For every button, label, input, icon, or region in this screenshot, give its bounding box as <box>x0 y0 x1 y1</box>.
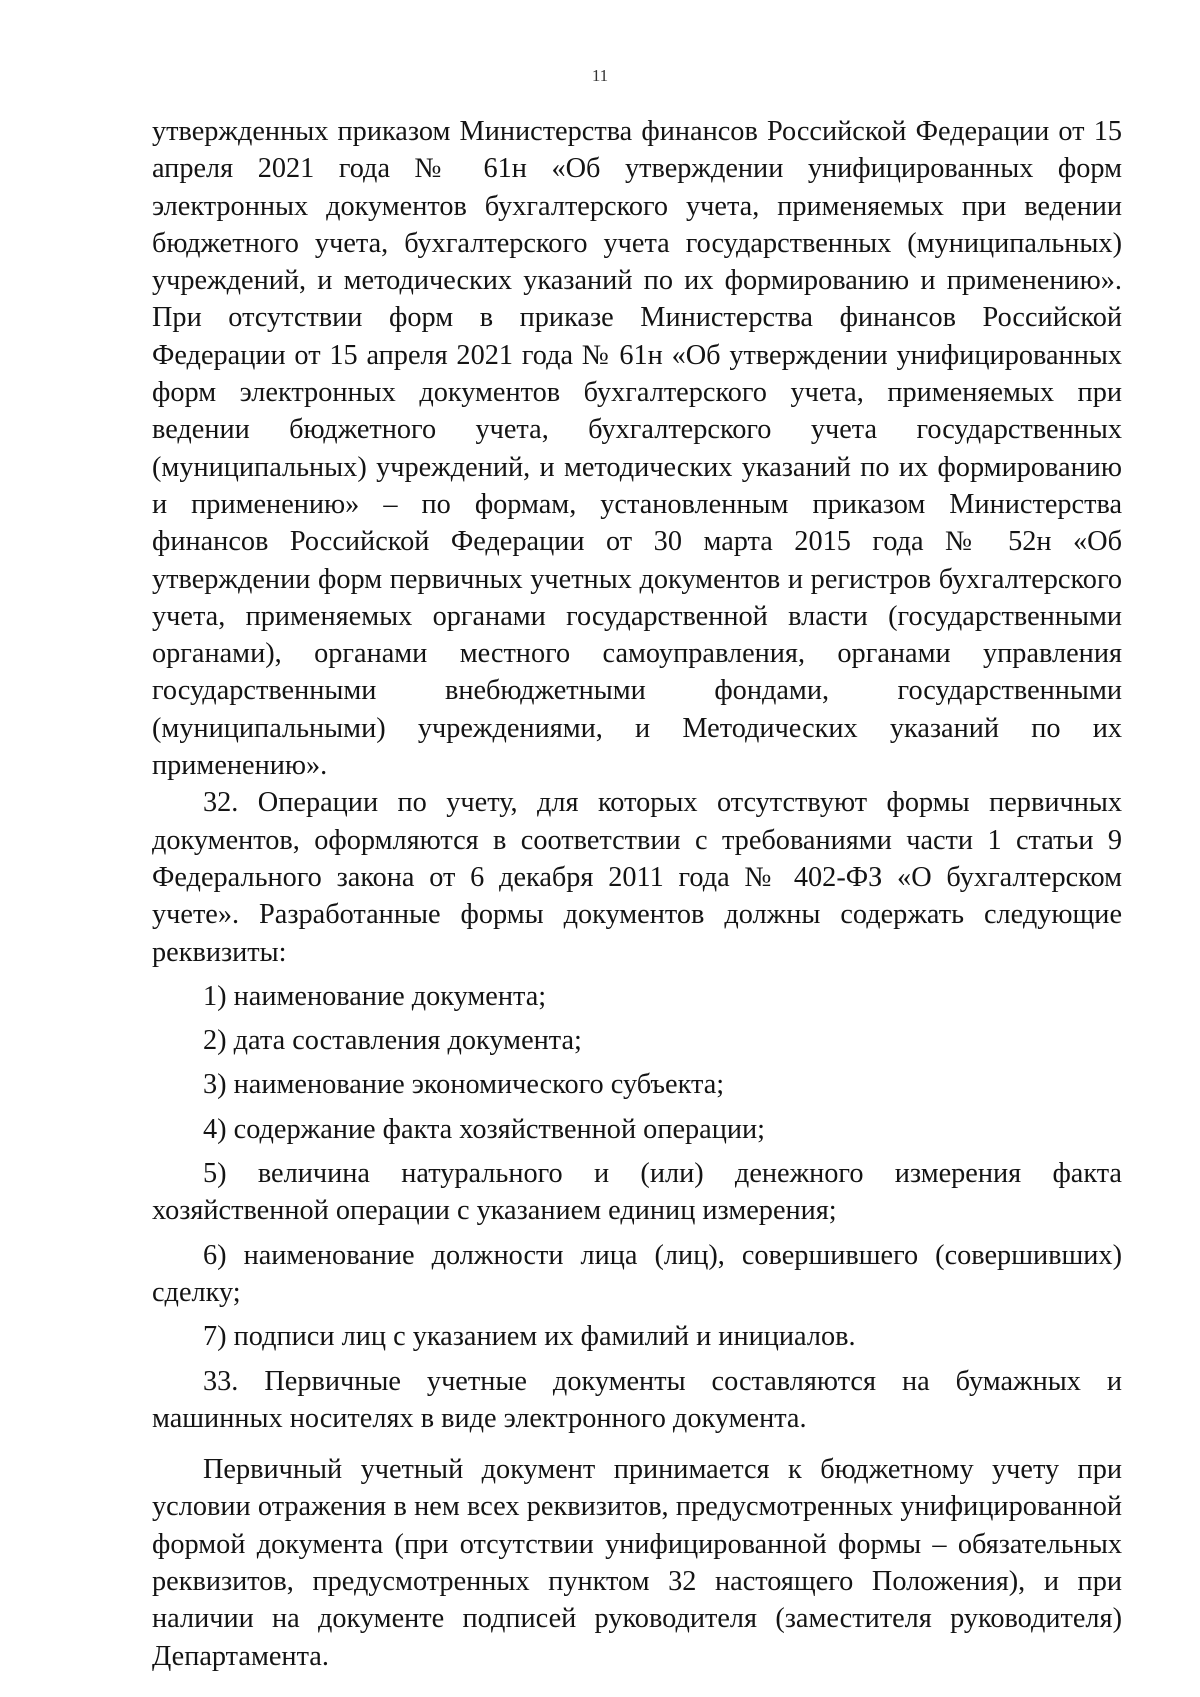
requisite-item-2: 2) дата составления документа; <box>203 1025 582 1057</box>
page-number: 11 <box>591 66 609 85</box>
document-body <box>152 113 1122 1675</box>
paragraph-final: Первичный учетный документ принимается к бюджетному учету при условии отражения в нем всех реквизитов, предусмотренных унифицированной формой документа (при отсутствии унифицированной формы – обязательных реквизитов, предусмотренных пунктом 32 настоящего Положения), и при наличии на документе подписей руководителя (заместителя руководителя) Департамента. <box>152 1454 1122 1672</box>
paragraph-33: 33. Первичные учетные документы составляются на бумажных и машинных носителях в виде электронного документа. <box>152 1365 1122 1434</box>
requisite-item-7: 7) подписи лиц с указанием их фамилий и инициалов. <box>203 1321 856 1353</box>
paragraph-intro: утвержденных приказом Министерства финансов Российской Федерации от 15 апреля 2021 года № 61н «Об утверждении унифицированных форм электронных документов бухгалтерского учета, применяемых при ведении бюджетного учета, бухгалтерского учета государственных (муниципальных) учреждений, и методических указаний по их формированию и применению». При отсутствии форм в приказе Министерства финансов Российской Федерации от 15 апреля 2021 года № 61н «Об утверждении унифицированных форм электронных документов бухгалтерского учета, применяемых при ведении бюджетного учета, бухгалтерского учета государственных (муниципальных) учреждений, и методических указаний по их формированию и применению» – по формам, установленным приказом Министерства финансов Российской Федерации от 30 марта 2015 года № 52н «Об утверждении форм первичных учетных документов и регистров бухгалтерского учета, применяемых органами государственной власти (государственными органами), органами местного самоуправления, органами управления государственными внебюджетными фондами, государственными (муниципальными) учреждениями, и Методических указаний по их применению». <box>152 116 1122 782</box>
requisite-item-1: 1) наименование документа; <box>203 980 547 1012</box>
requisite-item-6: 6) наименование должности лица (лиц), совершившего (совершивших) сделку; <box>152 1239 1122 1308</box>
requisite-item-4: 4) содержание факта хозяйственной операции; <box>203 1113 766 1145</box>
paragraph-32: 32. Операции по учету, для которых отсутствуют формы первичных документов, оформляются в соответствии с требованиями части 1 статьи 9 Федерального закона от 6 декабря 2011 года № 402-ФЗ «О бухгалтерском учете». Разработанные формы документов должны содержать следующие реквизиты: <box>152 787 1122 968</box>
requisite-item-5: 5) величина натурального и (или) денежного измерения факта хозяйственной операции с указанием единиц измерения; <box>152 1158 1122 1227</box>
requisite-item-3: 3) наименование экономического субъекта; <box>203 1069 725 1101</box>
